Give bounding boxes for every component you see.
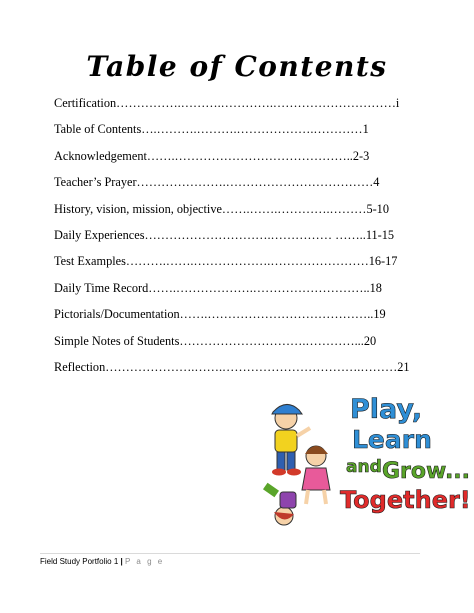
toc-entry-label: Simple Notes of Students………………………….…………... <box>54 333 364 348</box>
toc-entry <box>54 122 399 148</box>
toc-entry-label: Pictorials/Documentation…….………………………………….. <box>54 307 374 322</box>
toc-entry <box>54 254 399 280</box>
toc-entry-page: 2-3 <box>352 148 370 163</box>
toc-entry-page: 19 <box>373 307 386 322</box>
document-title: Table of Contents <box>86 50 388 83</box>
toc-entry-label: History, vision, mission, objective…….…….………….……… <box>54 201 367 216</box>
toc-entry-label: Reflection………………….…….…………………………….……… <box>54 359 398 374</box>
toc-entry-label: Table of Contents….……….……….……………….………… <box>54 122 363 137</box>
toc-entry <box>54 307 399 333</box>
toc-entry-page: 21 <box>397 359 410 374</box>
toc-entry <box>54 175 399 201</box>
toc-entry-page: 11-15 <box>365 227 395 242</box>
children-playing-icon <box>263 404 330 525</box>
toc-entry-page: 1 <box>362 122 369 137</box>
toc-entry-page: 20 <box>363 333 377 348</box>
toc-entry-page: 18 <box>369 280 382 295</box>
footer-text: Field Study Portfolio 1 <box>40 557 119 566</box>
toc-entry <box>54 202 399 228</box>
footer-divider <box>40 553 420 554</box>
table-of-contents <box>54 96 410 386</box>
clipart-play: Play, <box>350 394 423 425</box>
play-learn-grow-clipart <box>258 388 471 536</box>
clipart-and: and <box>346 457 382 477</box>
footer-separator: | <box>120 557 123 566</box>
toc-entry <box>54 359 410 386</box>
toc-entry-label: Certification…………….……….………….………………………… <box>54 96 396 110</box>
toc-entry-page: 4 <box>373 175 380 190</box>
toc-entry-label: Test Examples……….…….……………….…………………… <box>54 254 369 269</box>
footer <box>40 557 164 566</box>
toc-entry-label: Daily Experiences………………………….…………… …….. <box>54 227 366 242</box>
toc-entry-label: Daily Time Record…….……………….……………………….. <box>54 280 370 295</box>
toc-entry <box>54 334 399 360</box>
toc-entry <box>54 228 399 254</box>
toc-entry-page: i <box>395 96 400 110</box>
toc-entry-page: 16-17 <box>368 254 398 269</box>
clipart-grow: Grow... <box>382 459 471 484</box>
toc-entry-label: Acknowledgement…….…………………………………….. <box>54 148 353 163</box>
toc-entry <box>54 281 399 307</box>
footer-page-label: P a g e <box>124 557 165 566</box>
toc-entry-label: Teacher’s Prayer………………….……………………………… <box>54 175 374 190</box>
toc-entry-page: 5-10 <box>366 201 389 216</box>
clipart-together: Together! <box>340 486 471 514</box>
toc-entry <box>54 96 399 122</box>
clipart-learn: Learn <box>352 425 432 454</box>
toc-entry <box>54 149 399 175</box>
